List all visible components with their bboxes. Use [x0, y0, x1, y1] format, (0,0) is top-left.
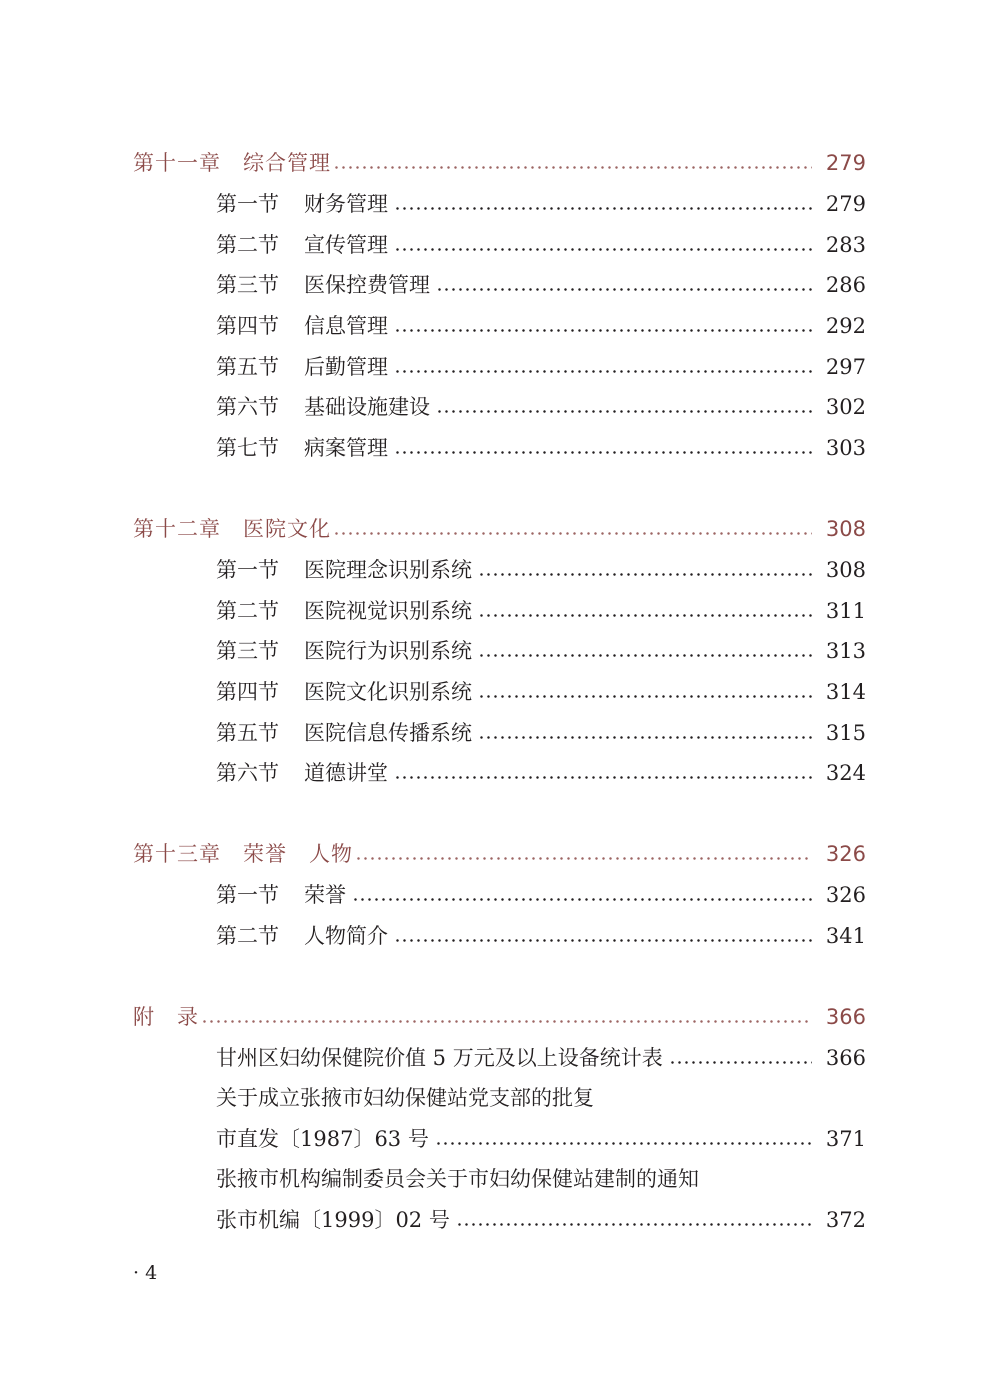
section-page-number: 314	[825, 680, 866, 704]
section-page-number: 283	[825, 233, 866, 257]
dot-leader	[394, 329, 812, 332]
section-label: 第二节	[216, 924, 279, 948]
section-title: 医保控费管理	[304, 273, 430, 297]
dot-leader	[394, 207, 812, 210]
toc-section[interactable]	[0, 677, 1001, 707]
section-title: 基础设施建设	[304, 395, 430, 419]
section-title: 医院理念识别系统	[304, 558, 472, 582]
section-title: 医院信息传播系统	[304, 721, 472, 745]
section-page-number: 326	[825, 883, 866, 907]
toc-appendix-item[interactable]	[0, 1043, 1001, 1073]
dot-leader	[478, 654, 812, 657]
section-label: 第二节	[216, 233, 279, 257]
dot-leader	[478, 695, 812, 698]
toc-appendix-item[interactable]	[0, 1205, 1001, 1235]
dot-leader	[478, 573, 812, 576]
dot-leader	[669, 1061, 812, 1064]
dot-leader	[394, 776, 812, 779]
dot-leader	[436, 288, 812, 291]
section-page-number: 341	[825, 924, 866, 948]
section-title: 道德讲堂	[304, 761, 388, 785]
section-title: 病案管理	[304, 436, 388, 460]
section-title: 后勤管理	[304, 355, 388, 379]
dot-leader	[394, 370, 812, 373]
section-label: 第四节	[216, 314, 279, 338]
chapter-title: 第十一章 综合管理	[133, 151, 331, 175]
section-label: 第五节	[216, 721, 279, 745]
appendix-item-title: 关于成立张掖市妇幼保健站党支部的批复	[216, 1086, 594, 1110]
appendix-item-title: 市直发〔1987〕63 号	[216, 1127, 429, 1151]
dot-leader	[435, 1142, 812, 1145]
appendix-item-page-number: 371	[825, 1127, 866, 1151]
section-page-number: 303	[825, 436, 866, 460]
dot-leader	[436, 410, 812, 413]
toc-section[interactable]	[0, 189, 1001, 219]
toc-chapter-12[interactable]	[0, 514, 1001, 544]
toc-section[interactable]	[0, 880, 1001, 910]
appendix-item-title: 张掖市机构编制委员会关于市妇幼保健站建制的通知	[216, 1167, 699, 1191]
toc-section[interactable]	[0, 718, 1001, 748]
section-title: 人物简介	[304, 924, 388, 948]
appendix-title: 附 录	[133, 1005, 199, 1029]
toc-chapter-13[interactable]	[0, 839, 1001, 869]
chapter-page-number: 326	[825, 842, 866, 866]
toc-section[interactable]	[0, 433, 1001, 463]
section-label: 第三节	[216, 273, 279, 297]
section-page-number: 315	[825, 721, 866, 745]
toc-appendix-item[interactable]	[216, 1083, 594, 1113]
dot-leader	[394, 248, 812, 251]
section-label: 第一节	[216, 192, 279, 216]
toc-appendix-item[interactable]	[216, 1164, 699, 1194]
section-label: 第五节	[216, 355, 279, 379]
page-number-footer: · 4	[133, 1262, 158, 1284]
section-page-number: 292	[825, 314, 866, 338]
section-label: 第六节	[216, 761, 279, 785]
section-page-number: 302	[825, 395, 866, 419]
section-label: 第四节	[216, 680, 279, 704]
chapter-page-number: 279	[825, 151, 866, 175]
section-label: 第六节	[216, 395, 279, 419]
appendix-item-title: 甘州区妇幼保健院价值 5 万元及以上设备统计表	[216, 1046, 663, 1070]
section-title: 医院行为识别系统	[304, 639, 472, 663]
chapter-page-number: 308	[825, 517, 866, 541]
section-title: 医院文化识别系统	[304, 680, 472, 704]
section-page-number: 308	[825, 558, 866, 582]
toc-section[interactable]	[0, 555, 1001, 585]
dot-leader	[333, 532, 812, 535]
dot-leader	[456, 1223, 812, 1226]
dot-leader	[478, 736, 812, 739]
toc-section[interactable]	[0, 311, 1001, 341]
section-label: 第一节	[216, 883, 279, 907]
toc-appendix-item[interactable]	[0, 1124, 1001, 1154]
chapter-title: 第十二章 医院文化	[133, 517, 331, 541]
toc-section[interactable]	[0, 392, 1001, 422]
appendix-item-title: 张市机编〔1999〕02 号	[216, 1208, 450, 1232]
section-title: 信息管理	[304, 314, 388, 338]
dot-leader	[355, 857, 812, 860]
appendix-item-page-number: 366	[825, 1046, 866, 1070]
dot-leader	[478, 614, 812, 617]
toc-section[interactable]	[0, 758, 1001, 788]
section-page-number: 286	[825, 273, 866, 297]
section-page-number: 297	[825, 355, 866, 379]
section-label: 第一节	[216, 558, 279, 582]
toc-section[interactable]	[0, 921, 1001, 951]
toc-section[interactable]	[0, 352, 1001, 382]
section-title: 宣传管理	[304, 233, 388, 257]
section-label: 第七节	[216, 436, 279, 460]
appendix-page-number: 366	[825, 1005, 866, 1029]
dot-leader	[394, 939, 812, 942]
section-title: 荣誉	[304, 883, 346, 907]
toc-chapter-11[interactable]	[0, 148, 1001, 178]
toc-appendix[interactable]	[0, 1002, 1001, 1032]
appendix-item-page-number: 372	[825, 1208, 866, 1232]
section-title: 医院视觉识别系统	[304, 599, 472, 623]
dot-leader	[201, 1020, 812, 1023]
toc-section[interactable]	[0, 270, 1001, 300]
section-label: 第三节	[216, 639, 279, 663]
dot-leader	[333, 166, 812, 169]
chapter-title: 第十三章 荣誉 人物	[133, 842, 353, 866]
section-page-number: 279	[825, 192, 866, 216]
section-title: 财务管理	[304, 192, 388, 216]
toc-section[interactable]	[0, 596, 1001, 626]
section-page-number: 324	[825, 761, 866, 785]
section-label: 第二节	[216, 599, 279, 623]
section-page-number: 311	[825, 599, 866, 623]
dot-leader	[394, 451, 812, 454]
dot-leader	[352, 898, 812, 901]
toc-section[interactable]	[0, 230, 1001, 260]
section-page-number: 313	[825, 639, 866, 663]
toc-section[interactable]	[0, 636, 1001, 666]
